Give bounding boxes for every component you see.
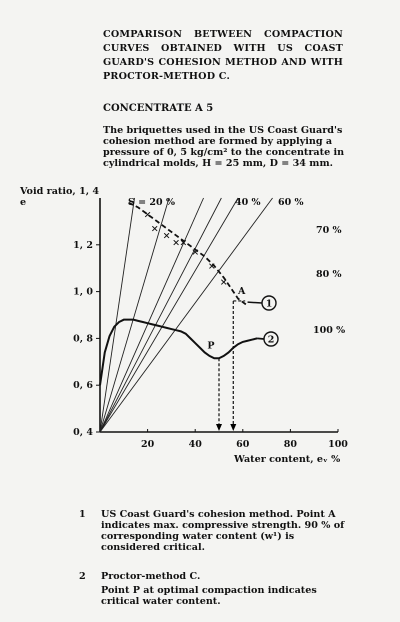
x-tick-label-0: 20 bbox=[140, 439, 155, 450]
y-axis-label-line1: Void ratio, 1, 4 bbox=[20, 186, 100, 197]
saturation-line-3 bbox=[100, 198, 221, 432]
y-tick-label-3: 1, 0 bbox=[73, 286, 93, 298]
note-2-number: 2 bbox=[79, 571, 86, 582]
series-1-marker-3: × bbox=[172, 237, 181, 249]
series-1-marker-7: × bbox=[219, 277, 228, 289]
saturation-label-4: 80 % bbox=[316, 269, 342, 280]
report-title: COMPARISON BETWEEN COMPACTION CURVES OBTAINED WITH US COAST GUARD'S COHESION METHOD AND WITH PROCTOR-METHOD C. bbox=[103, 29, 343, 82]
curve-1-number: 1 bbox=[265, 298, 273, 310]
x-tick-label-2: 60 bbox=[236, 439, 250, 450]
note-1 bbox=[79, 509, 345, 553]
y-tick-label-0: 0, 4 bbox=[73, 427, 93, 438]
note-2-text: Point P at optimal compaction indicates critical water content. bbox=[101, 585, 317, 607]
x-axis-label: Water content, eᵥ % bbox=[234, 454, 341, 465]
saturation-line-5 bbox=[100, 198, 273, 432]
saturation-label-1: 40 % bbox=[235, 197, 261, 208]
x-tick-label-1: 40 bbox=[188, 439, 202, 450]
note-2-title: Proctor-method C. bbox=[101, 571, 201, 582]
saturation-line-0 bbox=[100, 198, 135, 432]
series-1-marker-2: × bbox=[162, 230, 171, 242]
note-1-number: 1 bbox=[79, 509, 86, 520]
x-tick-label-3: 80 bbox=[283, 439, 298, 450]
curve-1-leader bbox=[248, 302, 262, 303]
dropline-p-arrowhead bbox=[216, 424, 222, 431]
curve-2-number: 2 bbox=[267, 334, 275, 346]
note-2 bbox=[79, 571, 345, 607]
point-p-label: P bbox=[207, 340, 215, 352]
point-a-label: A bbox=[237, 285, 246, 297]
saturation-label-5: 100 % bbox=[313, 325, 346, 336]
dropline-a-arrowhead bbox=[230, 424, 236, 431]
series-1-marker-4: × bbox=[179, 237, 188, 249]
series-1-marker-1: × bbox=[150, 223, 159, 235]
y-axis-label-line2: e bbox=[20, 197, 27, 208]
saturation-label-2: 60 % bbox=[278, 197, 304, 208]
note-1-text: US Coast Guard's cohesion method. Point A indicates max. compressive strength. 90 % of corresponding water content (w¹) is considered critical. bbox=[101, 509, 345, 553]
series-1-marker-6: × bbox=[207, 260, 216, 272]
x-tick-label-4: 100 bbox=[328, 439, 348, 450]
y-tick-label-2: 0, 8 bbox=[73, 333, 93, 345]
report-description: The briquettes used in the US Coast Guard's cohesion method are formed by applying a pressure of 0, 5 kg/cm² to the concentrate in cylindrical molds, H = 25 mm, D = 34 mm. bbox=[103, 125, 345, 169]
curve-2-leader bbox=[257, 338, 264, 339]
series-1-marker-5: × bbox=[191, 246, 200, 258]
saturation-label-0: S = 20 % bbox=[128, 197, 175, 208]
series-1-marker-0: × bbox=[143, 209, 152, 221]
saturation-label-3: 70 % bbox=[316, 225, 342, 236]
report-subtitle: CONCENTRATE A 5 bbox=[103, 103, 214, 114]
y-tick-label-1: 0, 6 bbox=[73, 380, 93, 392]
y-tick-label-4: 1, 2 bbox=[73, 239, 93, 251]
